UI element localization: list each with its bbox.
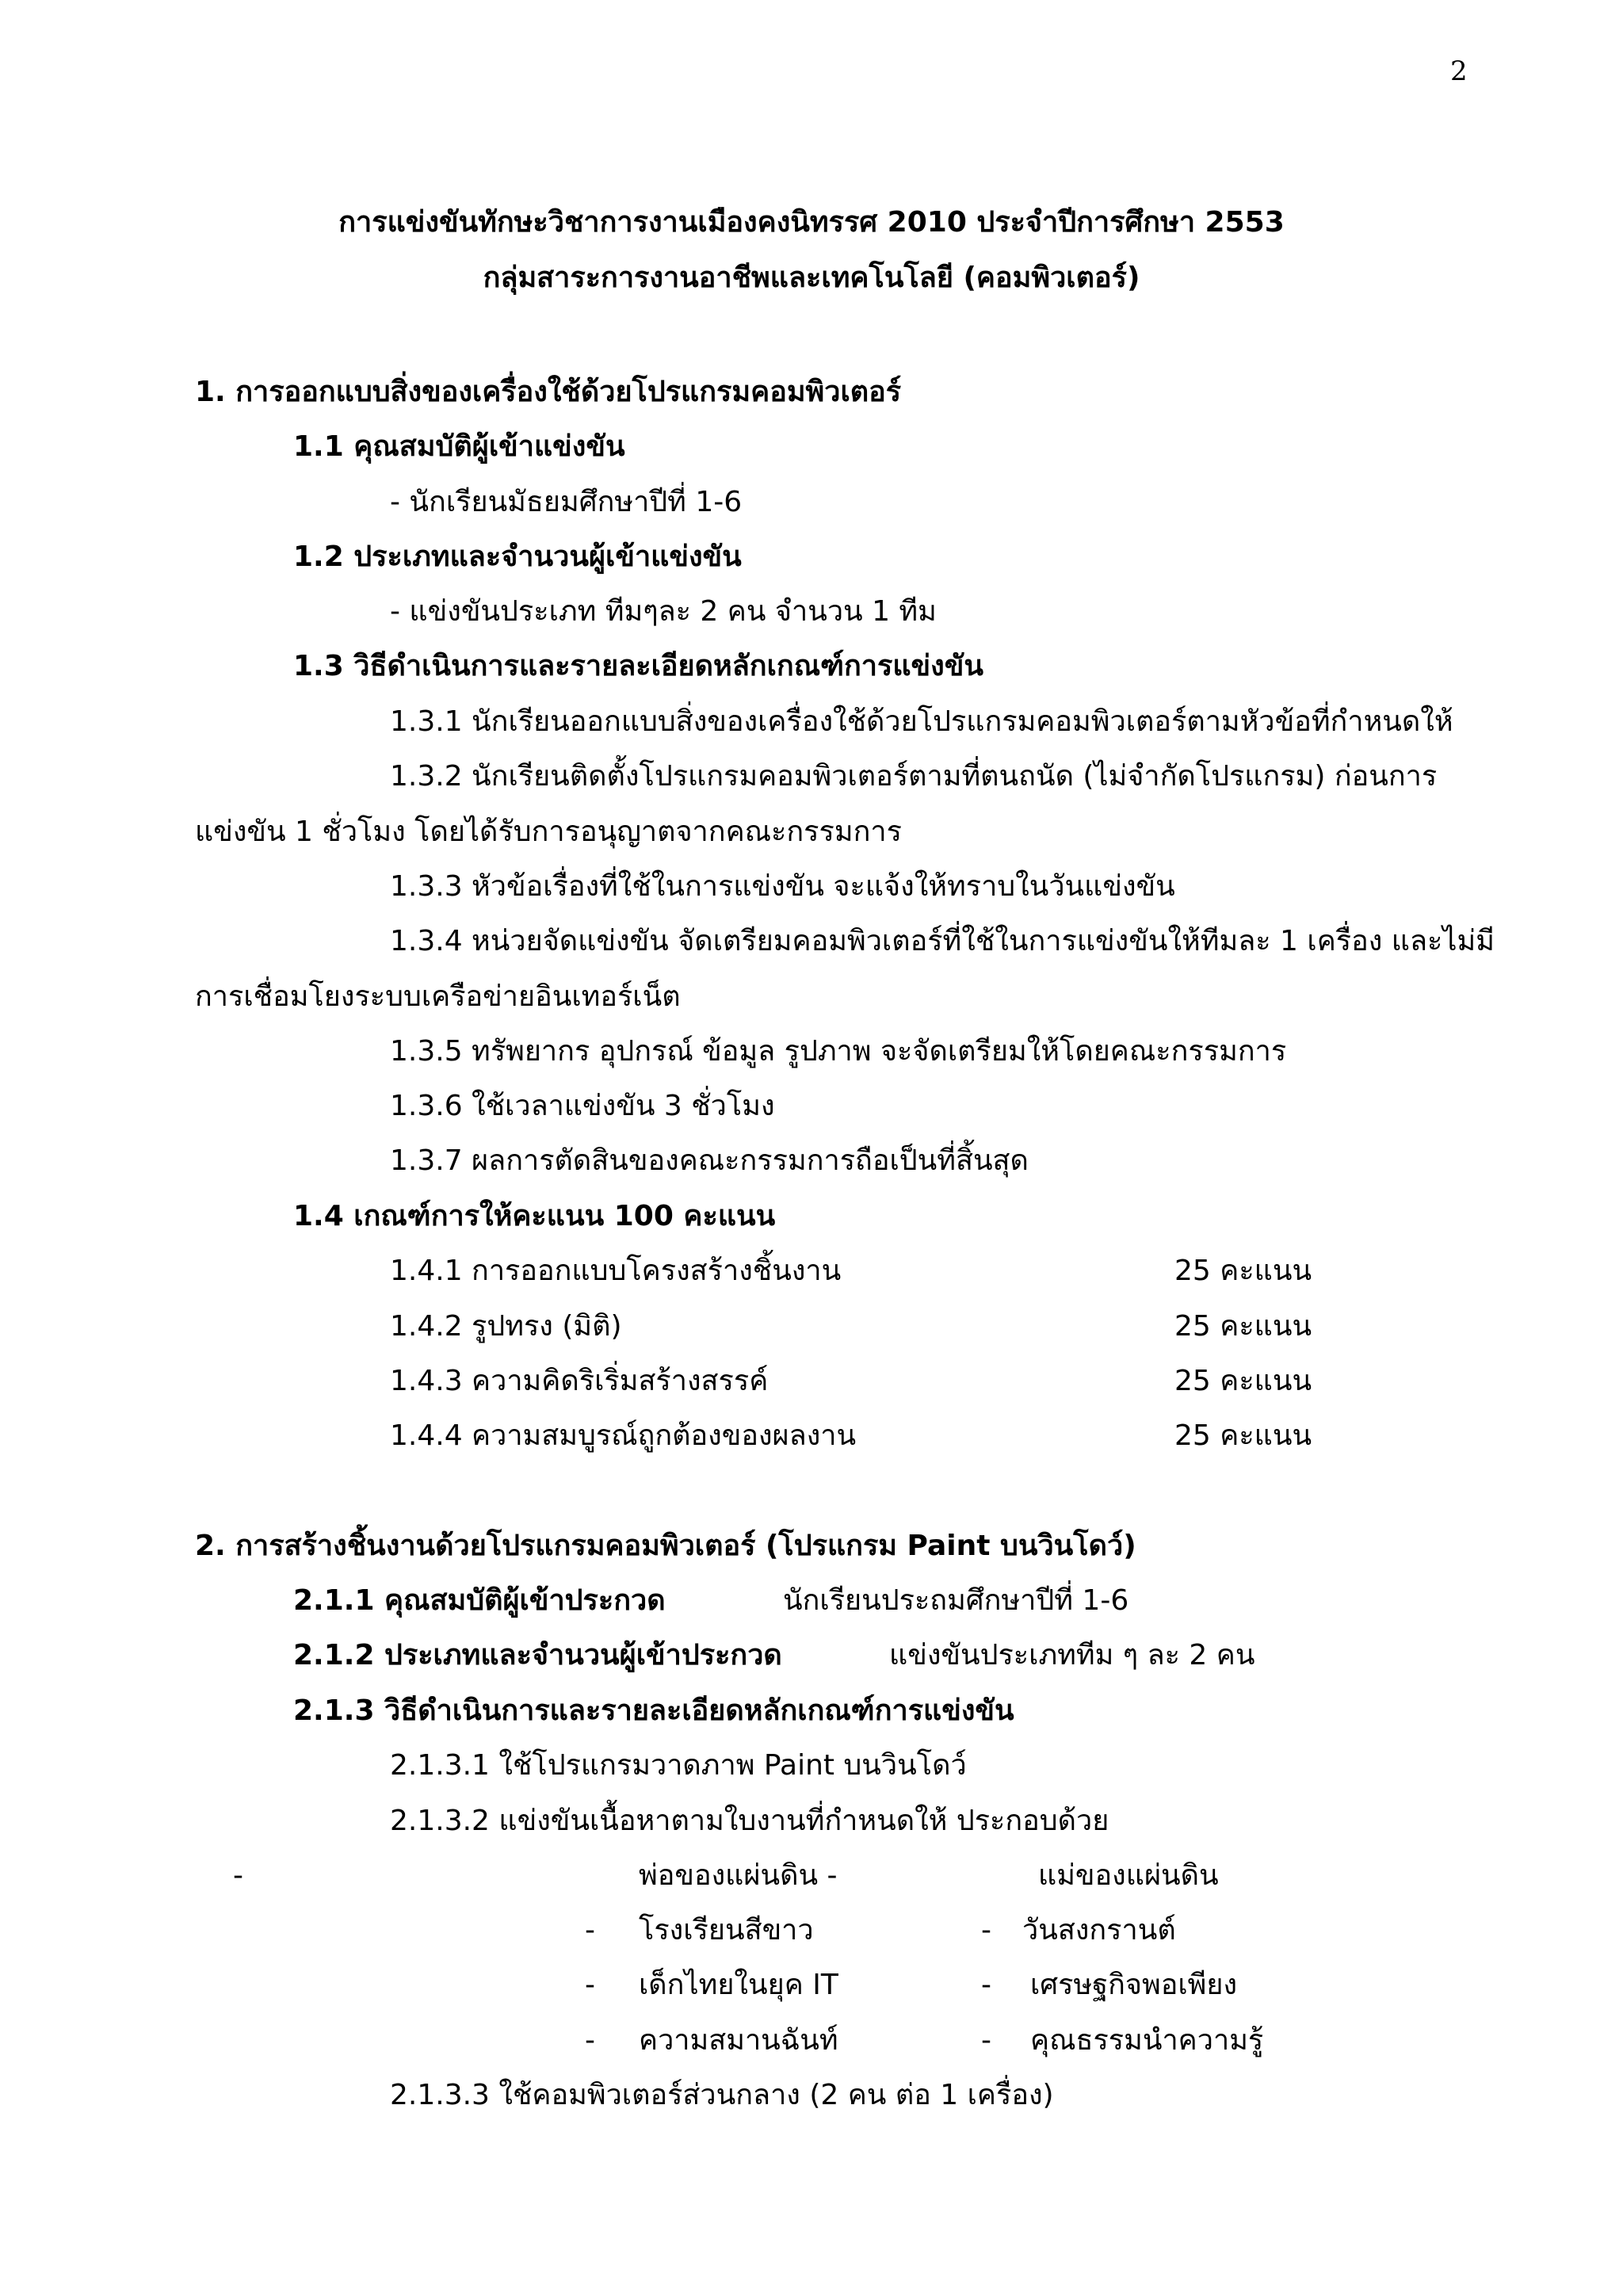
- topic-right: แม่ของแผ่นดิน: [1038, 1859, 1219, 1892]
- s13-item-3: 1.3.3 หัวข้อเรื่องที่ใช้ในการแข่งขัน จะแจ้งให้ทราบในวันแข่งขัน: [390, 870, 1175, 903]
- score-row-value: 25 คะแนน: [1174, 1365, 1312, 1397]
- s13-item-6: 1.3.6 ใช้เวลาแข่งขัน 3 ชั่วโมง: [390, 1090, 775, 1122]
- s11-heading: 1.1 คุณสมบัติผู้เข้าแข่งขัน: [293, 430, 625, 463]
- page-number: 2: [1450, 55, 1468, 87]
- s13-item-7: 1.3.7 ผลการตัดสินของคณะกรรมการถือเป็นที่สิ้นสุด: [390, 1144, 1029, 1177]
- topic-dash: -: [585, 1969, 595, 2001]
- score-row-label: 1.4.2 รูปทรง (มิติ): [390, 1310, 622, 1343]
- s213-item-1: 2.1.3.1 ใช้โปรแกรมวาดภาพ Paint บนวินโดว์: [390, 1749, 967, 1782]
- topic-dash: -: [233, 1859, 243, 1892]
- s13-item-4b: การเชื่อมโยงระบบเครือข่ายอินเทอร์เน็ต: [195, 980, 681, 1013]
- s12-heading: 1.2 ประเภทและจำนวนผู้เข้าแข่งขัน: [293, 541, 742, 573]
- topic-right: คุณธรรมนำความรู้: [1030, 2024, 1264, 2057]
- topic-dash: -: [981, 1914, 991, 1946]
- topic-left: พ่อของแผ่นดิน -: [639, 1859, 838, 1892]
- s211-label: 2.1.1 คุณสมบัติผู้เข้าประกวด: [293, 1584, 666, 1617]
- topic-left: ความสมานฉันท์: [639, 2024, 838, 2057]
- section1-heading: 1. การออกแบบสิ่งของเครื่องใช้ด้วยโปรแกรมคอมพิวเตอร์: [195, 376, 902, 408]
- s13-item-2b: แข่งขัน 1 ชั่วโมง โดยได้รับการอนุญาตจากคณะกรรมการ: [195, 816, 902, 848]
- topic-right: วันสงกรานต์: [1022, 1914, 1176, 1946]
- topic-right: เศรษฐกิจพอเพียง: [1030, 1969, 1238, 2001]
- s213-item-2: 2.1.3.2 แข่งขันเนื้อหาตามใบงานที่กำหนดให้ ประกอบด้วย: [390, 1805, 1109, 1837]
- s211-value: นักเรียนประถมศึกษาปีที่ 1-6: [783, 1584, 1129, 1617]
- document-title-line1: การแข่งขันทักษะวิชาการงานเมืองคงนิทรรศ 2010 ประจำปีการศึกษา 2553: [338, 206, 1285, 239]
- score-row-label: 1.4.3 ความคิดริเริ่มสร้างสรรค์: [390, 1365, 769, 1397]
- s13-item-5: 1.3.5 ทรัพยากร อุปกรณ์ ข้อมูล รูปภาพ จะจัดเตรียมให้โดยคณะกรรมการ: [390, 1035, 1287, 1068]
- s13-item-1: 1.3.1 นักเรียนออกแบบสิ่งของเครื่องใช้ด้วยโปรแกรมคอมพิวเตอร์ตามหัวข้อที่กำหนดให้: [390, 705, 1453, 738]
- s213-heading: 2.1.3 วิธีดำเนินการและรายละเอียดหลักเกณฑ์การแข่งขัน: [293, 1694, 1014, 1727]
- document-title-line2: กลุ่มสาระการงานอาชีพและเทคโนโลยี (คอมพิวเตอร์): [483, 262, 1140, 294]
- topic-dash: -: [981, 2024, 991, 2057]
- s13-item-4a: 1.3.4 หน่วยจัดแข่งขัน จัดเตรียมคอมพิวเตอร์ที่ใช้ในการแข่งขันให้ทีมละ 1 เครื่อง และไม่มี: [390, 925, 1495, 957]
- score-row-label: 1.4.4 ความสมบูรณ์ถูกต้องของผลงาน: [390, 1419, 857, 1452]
- topic-dash: -: [981, 1969, 991, 2001]
- topic-left: เด็กไทยในยุค IT: [639, 1969, 838, 2001]
- s12-item: - แข่งขันประเภท ทีมๆละ 2 คน จำนวน 1 ทีม: [390, 595, 937, 628]
- s11-item: - นักเรียนมัธยมศึกษาปีที่ 1-6: [390, 486, 743, 518]
- s14-heading: 1.4 เกณฑ์การให้คะแนน 100 คะแนน: [293, 1200, 776, 1232]
- topic-dash: -: [585, 1914, 595, 1946]
- score-row-value: 25 คะแนน: [1174, 1255, 1312, 1287]
- topic-left: โรงเรียนสีขาว: [639, 1914, 814, 1946]
- score-row-label: 1.4.1 การออกแบบโครงสร้างชิ้นงาน: [390, 1255, 842, 1287]
- s13-heading: 1.3 วิธีดำเนินการและรายละเอียดหลักเกณฑ์การแข่งขัน: [293, 650, 983, 682]
- s212-label: 2.1.2 ประเภทและจำนวนผู้เข้าประกวด: [293, 1639, 782, 1671]
- s13-item-2a: 1.3.2 นักเรียนติดตั้งโปรแกรมคอมพิวเตอร์ตามที่ตนถนัด (ไม่จำกัดโปรแกรม) ก่อนการ: [390, 760, 1438, 793]
- score-row-value: 25 คะแนน: [1174, 1310, 1312, 1343]
- topic-dash: -: [585, 2024, 595, 2057]
- s212-value: แข่งขันประเภททีม ๆ ละ 2 คน: [889, 1639, 1255, 1671]
- score-row-value: 25 คะแนน: [1174, 1419, 1312, 1452]
- s213-item-3: 2.1.3.3 ใช้คอมพิวเตอร์ส่วนกลาง (2 คน ต่อ 1 เครื่อง): [390, 2079, 1054, 2111]
- section2-heading: 2. การสร้างชิ้นงานด้วยโปรแกรมคอมพิวเตอร์ (โปรแกรม Paint บนวินโดว์): [195, 1530, 1136, 1562]
